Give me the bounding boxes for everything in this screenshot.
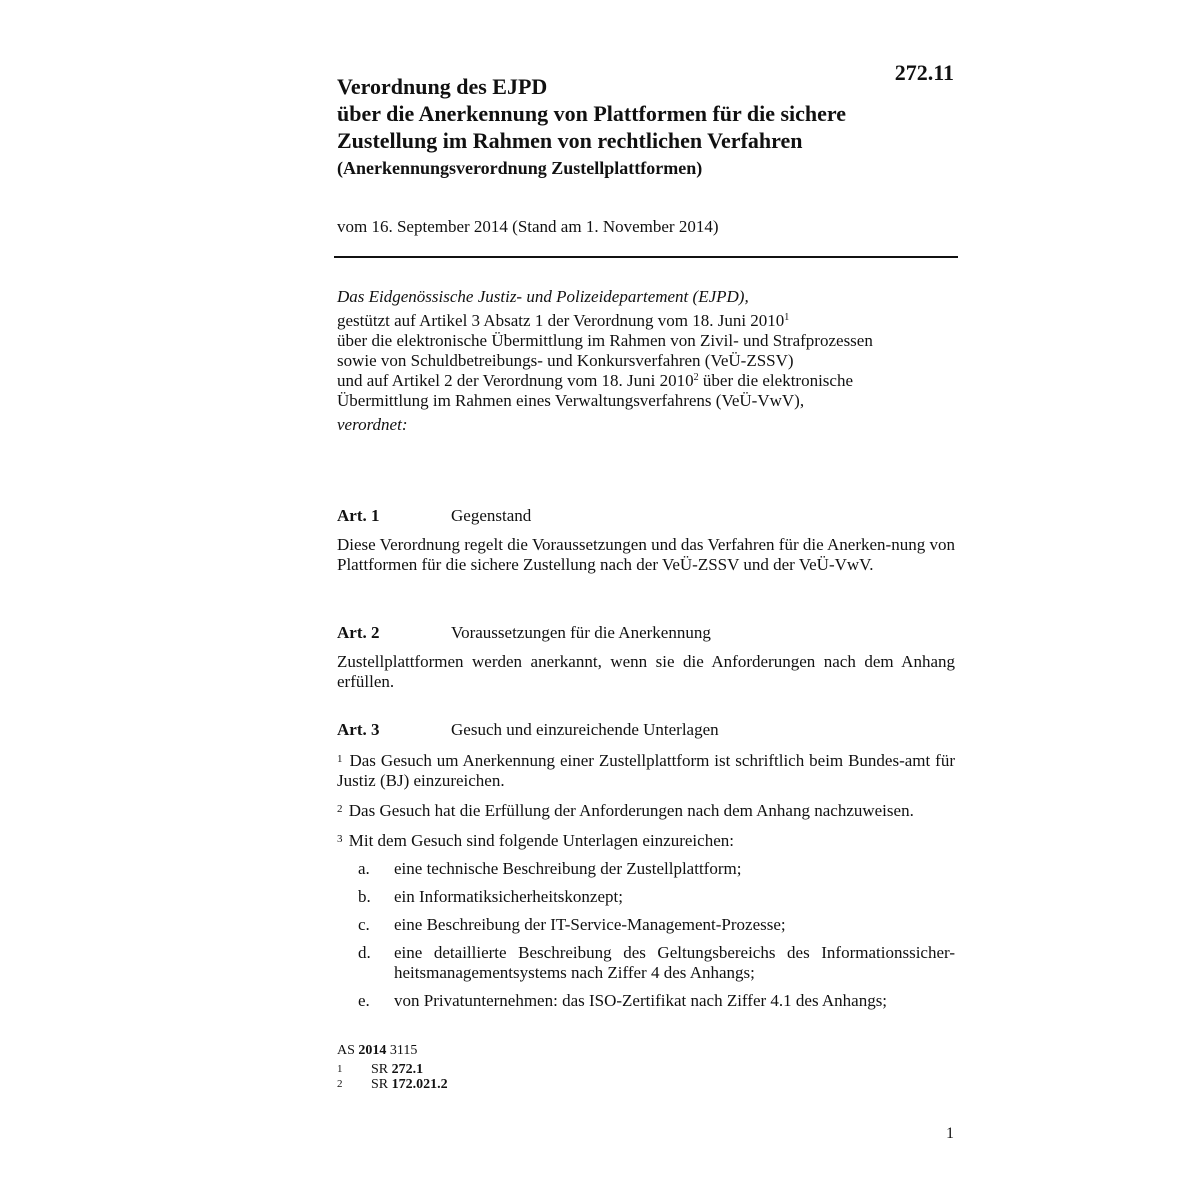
legal-basis-line-5: Übermittlung im Rahmen eines Verwaltungsverfahrens (VeÜ-VwV),: [337, 391, 805, 410]
title-line-1: Verordnung des EJPD: [337, 74, 548, 99]
list-letter: a.: [358, 859, 370, 878]
issuer: Das Eidgenössische Justiz- und Polizeidepartement (EJPD),: [337, 287, 749, 306]
legal-basis-line-1: [337, 311, 957, 331]
article-heading: [337, 622, 955, 644]
article-text: Diese Verordnung regelt die Voraussetzungen und das Verfahren für die Anerken-nung von Plattformen für die sichere Zustellung nach der VeÜ-ZSSV und der VeÜ-VwV.: [337, 535, 955, 574]
as-prefix: AS: [337, 1043, 355, 1058]
paragraph-number: 2: [337, 803, 343, 815]
article-number: Art. 1: [337, 506, 380, 525]
list-text: eine detaillierte Beschreibung des Geltungsbereichs des Informationssicher-heitsmanagementsystems nach Ziffer 4 des Anhangs;: [394, 943, 955, 982]
paragraph-3: [337, 829, 955, 851]
footer: [337, 1043, 448, 1092]
footnote-1: [337, 1062, 448, 1077]
article-text: Zustellplattformen werden anerkannt, wenn sie die Anforderungen nach dem Anhang erfüllen.: [337, 652, 955, 691]
legal-basis-line-3: sowie von Schuldbetreibungs- und Konkursverfahren (VeÜ-ZSSV): [337, 351, 794, 370]
list-letter: c.: [358, 915, 370, 934]
list-item: [337, 887, 955, 907]
paragraph-text: Das Gesuch hat die Erfüllung der Anforderungen nach dem Anhang nachzuweisen.: [348, 801, 914, 820]
footnote-text: [371, 1077, 448, 1092]
as-year: 2014: [358, 1043, 387, 1058]
list-text: eine technische Beschreibung der Zustellplattform;: [394, 859, 742, 878]
title-block: [337, 73, 957, 180]
official-compilation-ref: [337, 1043, 448, 1059]
article-2: [337, 622, 955, 692]
document-list: [337, 859, 955, 1011]
list-item: [337, 991, 955, 1011]
article-heading: [337, 719, 955, 741]
article-3: [337, 719, 955, 1019]
legal-basis-text: und auf Artikel 2 der Verordnung vom 18. Juni 2010: [337, 371, 694, 390]
paragraph-1: [337, 749, 955, 791]
legal-basis-text: gestützt auf Artikel 3 Absatz 1 der Verordnung vom 18. Juni 2010: [337, 311, 785, 330]
list-letter: e.: [358, 991, 370, 1010]
list-text: ein Informatiksicherheitskonzept;: [394, 887, 623, 906]
list-item: [337, 915, 955, 935]
legal-basis-text: über die elektronische: [698, 371, 854, 390]
list-text: eine Beschreibung der IT-Service-Management-Prozesse;: [394, 915, 786, 934]
footnote-prefix: SR: [371, 1077, 389, 1092]
paragraph-text: Mit dem Gesuch sind folgende Unterlagen einzureichen:: [348, 831, 734, 850]
as-page: 3115: [389, 1043, 418, 1058]
date-line: vom 16. September 2014 (Stand am 1. November 2014): [337, 217, 719, 236]
footnote-ref-1[interactable]: 1: [784, 312, 790, 323]
article-number: Art. 3: [337, 720, 380, 739]
paragraph-2: [337, 799, 955, 821]
article-heading: [337, 505, 955, 527]
preamble: [337, 287, 957, 435]
legal-basis-line-2: über die elektronische Übermittlung im Rahmen von Zivil- und Strafprozessen: [337, 331, 873, 350]
list-letter: b.: [358, 887, 371, 906]
footnote-ref[interactable]: 172.021.2: [391, 1077, 448, 1092]
list-item: [337, 943, 955, 983]
article-title: Voraussetzungen für die Anerkennung: [451, 623, 711, 642]
footnote-ref[interactable]: 272.1: [391, 1062, 424, 1077]
footnote-2: [337, 1077, 448, 1092]
paragraph-number: 1: [337, 753, 343, 765]
page-number: 1: [946, 1125, 954, 1142]
paragraph-number: 3: [337, 833, 343, 845]
short-title: (Anerkennungsverordnung Zustellplattformen): [337, 158, 703, 178]
title-line-3: Zustellung im Rahmen von rechtlichen Verfahren: [337, 128, 803, 153]
title-divider: [334, 256, 958, 258]
footnote-prefix: SR: [371, 1062, 389, 1077]
footnote-number: 2: [337, 1078, 343, 1090]
paragraph-text: Das Gesuch um Anerkennung einer Zustellplattform ist schriftlich beim Bundes-amt für Justiz (BJ) einzureichen.: [337, 751, 956, 790]
legal-basis-line-4: [337, 371, 957, 391]
article-number: Art. 2: [337, 623, 380, 642]
article-title: Gegenstand: [451, 506, 532, 525]
list-item: [337, 859, 955, 879]
footnote-number: 1: [337, 1063, 343, 1075]
title-line-2: über die Anerkennung von Plattformen für die sichere: [337, 101, 847, 126]
article-1: [337, 505, 955, 575]
enactment-formula: verordnet:: [337, 415, 408, 434]
footnote-text: [371, 1062, 423, 1077]
list-text: von Privatunternehmen: das ISO-Zertifikat nach Ziffer 4.1 des Anhangs;: [394, 991, 888, 1010]
footnote-ref-2[interactable]: 2: [693, 372, 699, 383]
sr-number: 272.11: [894, 60, 954, 85]
article-title: Gesuch und einzureichende Unterlagen: [451, 720, 719, 739]
list-letter: d.: [358, 943, 371, 962]
